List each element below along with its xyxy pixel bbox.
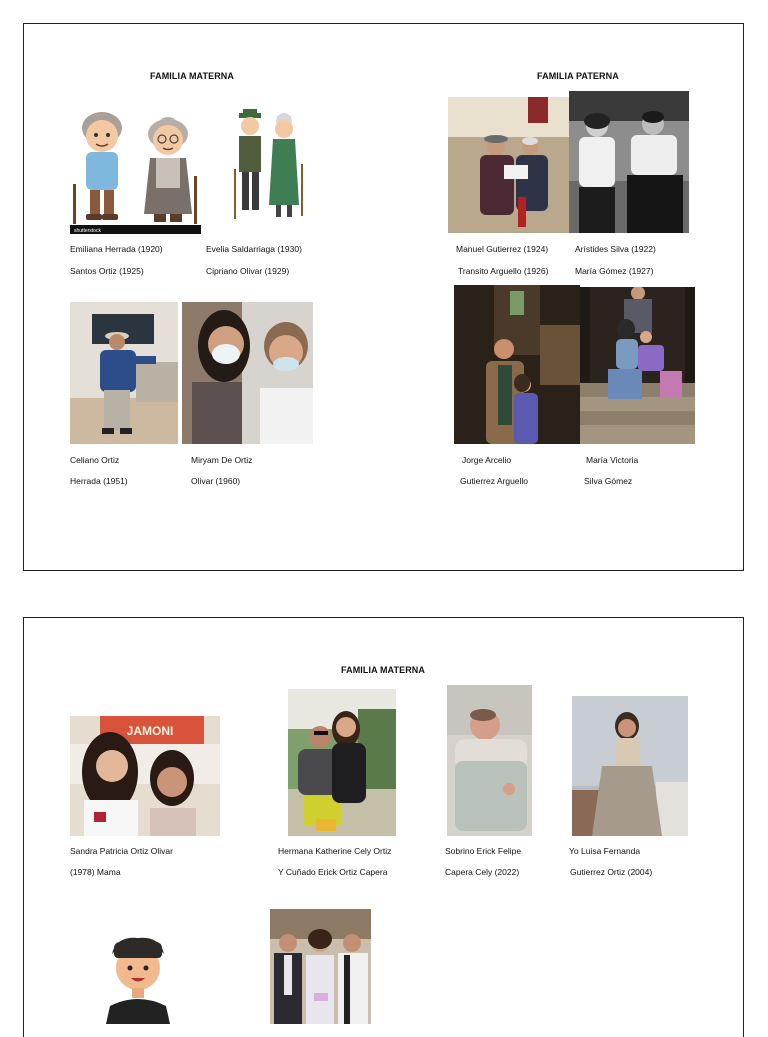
caption-yo-line2: Gutierrez Ortiz (2004) (570, 867, 653, 877)
photo-miryam-selfie (182, 302, 313, 444)
clipart-credit: shutterstock (74, 228, 101, 234)
photo-luisa-fernanda (572, 696, 688, 836)
caption-cipriano: Cipriano Olivar (1929) (206, 266, 290, 276)
photo-baby-sobrino (447, 685, 532, 836)
caption-sandra-line2: (1978) Mama (70, 867, 121, 877)
clipart-grandparents-couple (70, 106, 201, 234)
caption-maria-victoria-line2: Silva Gómez (584, 476, 633, 486)
caption-katherine-line2: Y Cuñado Erick Ortiz Capera (278, 867, 388, 877)
caption-manuel: Manuel Gutierrez (1924) (456, 244, 549, 254)
photo-celiano (70, 302, 178, 444)
heading-familia-materna-2: FAMILIA MATERNA (341, 665, 425, 675)
caption-sandra-line1: Sandra Patricia Ortiz Olivar (70, 846, 173, 856)
photo-family-group (270, 909, 371, 1024)
caption-katherine-line1: Hermana Katherine Cely Ortiz (278, 846, 392, 856)
document-page-2 (23, 617, 744, 1037)
caption-celiano-line2: Herrada (1951) (70, 476, 128, 486)
photo-jorge-church (454, 285, 580, 444)
caption-evelia: Evelia Saldarriaga (1930) (206, 244, 302, 254)
photo-maria-victoria-steps (580, 287, 695, 444)
document-page-1 (23, 23, 744, 571)
caption-yo-line1: Yo Luisa Fernanda (569, 846, 641, 856)
photo-katherine-erick (288, 689, 396, 836)
caption-jorge-line2: Gutierrez Arguello (460, 476, 529, 486)
caption-sobrino-line1: Sobrino Erick Felipe (445, 846, 522, 856)
caption-maria-gomez: María Gómez (1927) (575, 266, 654, 276)
clipart-grandparents-walking (229, 109, 317, 227)
caption-miryam-line1: Miryam De Ortiz (191, 455, 253, 465)
caption-aristides: Arístides Silva (1922) (575, 244, 656, 254)
caption-jorge-line1: Jorge Arcelio (462, 455, 512, 465)
caption-maria-victoria-line1: María Victoria (586, 455, 639, 465)
photo-sandra-selfie (70, 716, 220, 836)
caption-santos: Santos Ortiz (1925) (70, 266, 144, 276)
shop-sign-text: JAMONI (126, 724, 174, 738)
caption-miryam-line2: Olivar (1960) (191, 476, 241, 486)
heading-familia-materna: FAMILIA MATERNA (150, 71, 234, 81)
caption-celiano-line1: Celiano Ortiz (70, 455, 120, 465)
photo-paternal-grandparents-reading (448, 97, 569, 233)
clipart-boy-avatar (76, 928, 200, 1024)
caption-transito: Transito Arguello (1926) (458, 266, 549, 276)
caption-sobrino-line2: Capera Cely (2022) (445, 867, 520, 877)
heading-familia-paterna: FAMILIA PATERNA (537, 71, 619, 81)
photo-paternal-grandparents-bw (569, 91, 689, 233)
caption-emiliana: Emiliana Herrada (1920) (70, 244, 163, 254)
